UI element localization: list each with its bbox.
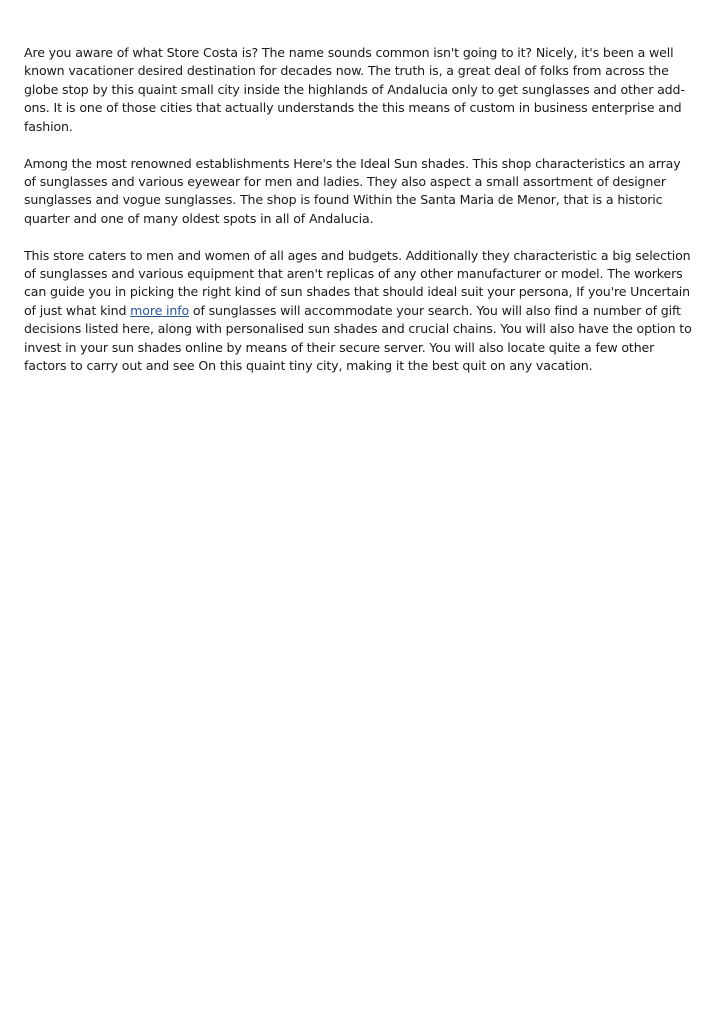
paragraph-3-text-before-link: This store caters to men and women of all ages and budgets. Additionally they characteristic a big selection of sunglasses and various equipment that aren't replicas of any other manufacturer or model. The workers can guide you in picking the right kind of sun shades that should ideal suit your persona, If you're Uncertain of just what kind [24,247,691,318]
paragraph-3 [24,247,696,376]
more-info-link[interactable]: more info [130,302,190,318]
paragraph-3-text-after-link: of sunglasses will accommodate your search. You will also find a number of gift decisions listed here, along with personalised sun shades and crucial chains. You will also have the option to invest in your sun shades online by means of their secure server. You will also locate quite a few other factors to carry out and see On this quaint tiny city, making it the best quit on any vacation. [24,302,692,374]
paragraph-2: Among the most renowned establishments Here's the Ideal Sun shades. This shop characteristics an array of sunglasses and various eyewear for men and ladies. They also aspect a small assortment of designer sunglasses and vogue sunglasses. The shop is found Within the Santa Maria de Menor, that is a historic quarter and one of many oldest spots in all of Andalucia. [24,155,681,226]
document-body [24,44,696,394]
paragraph-1: Are you aware of what Store Costa is? The name sounds common isn't going to it? Nicely, it's been a well known vacationer desired destination for decades now. The truth is, a great deal of folks from across the globe stop by this quaint small city inside the highlands of Andalucia only to get sunglasses and other add-ons. It is one of those cities that actually understands the this means of custom in business enterprise and fashion. [24,45,685,134]
